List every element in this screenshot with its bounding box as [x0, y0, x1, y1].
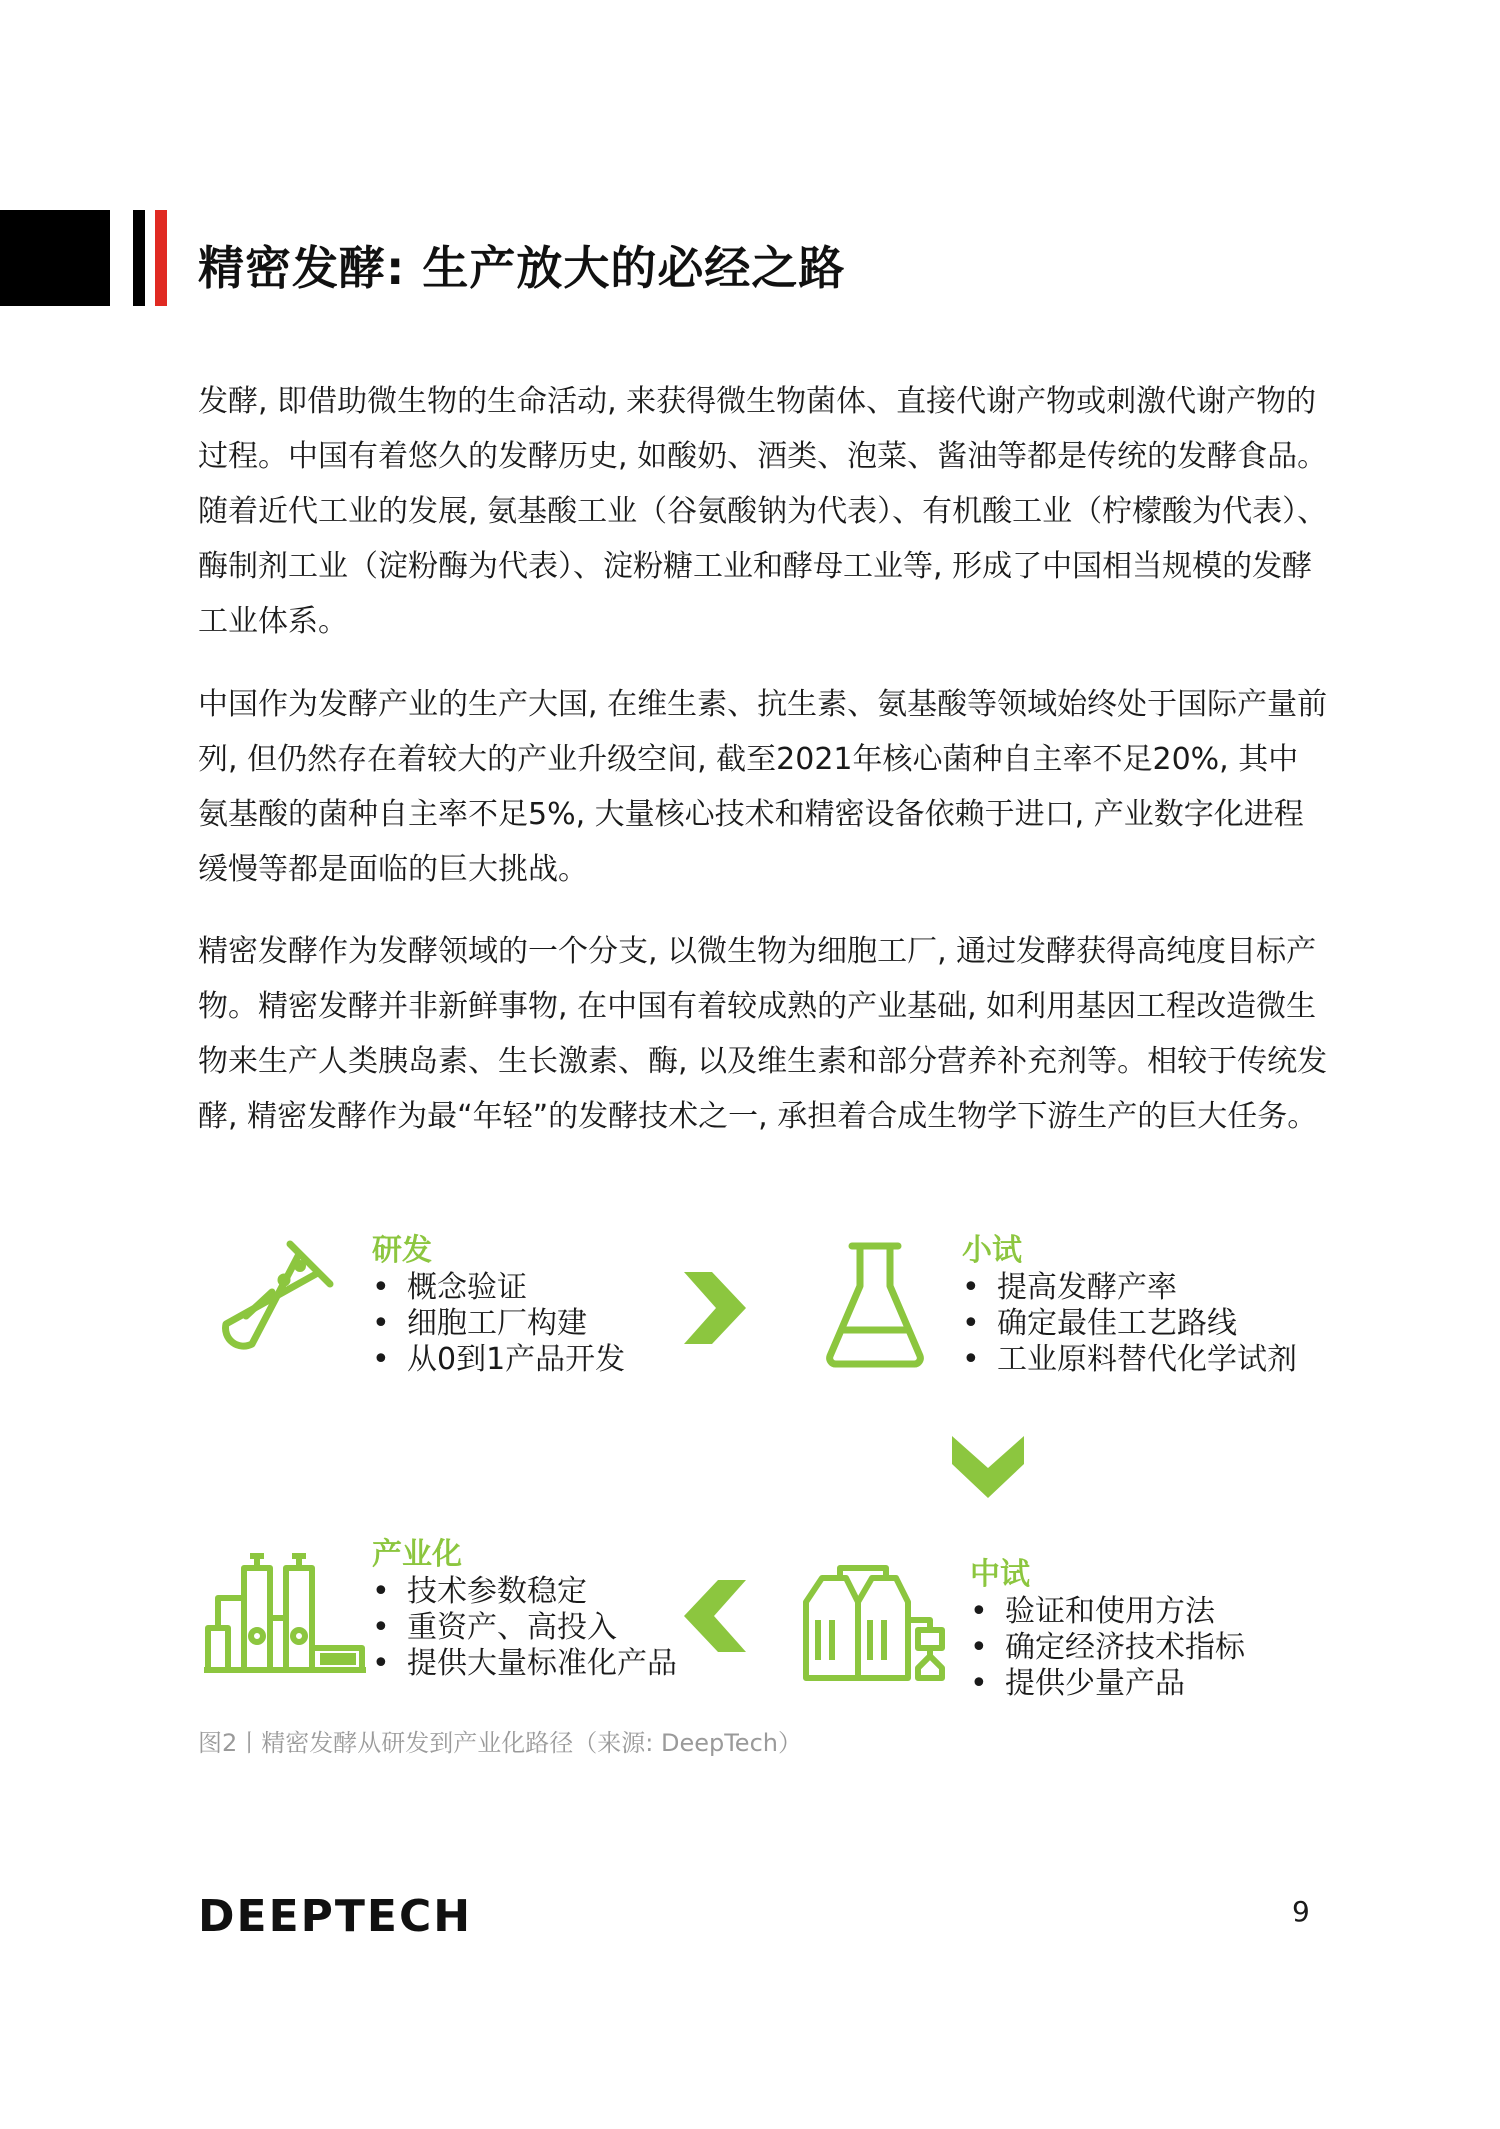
- arrow-down-icon: [948, 1432, 1028, 1502]
- page-title: 精密发酵: 生产放大的必经之路: [198, 241, 846, 295]
- list-item: • 细胞工厂构建: [372, 1306, 625, 1342]
- list-item: • 确定经济技术指标: [970, 1630, 1245, 1666]
- stage-rd-list: [372, 1270, 625, 1378]
- list-item: • 技术参数稳定: [372, 1574, 677, 1610]
- stage-mid: [970, 1556, 1245, 1702]
- list-item: • 提高发酵产率: [962, 1270, 1297, 1306]
- header-black-block: [0, 210, 110, 306]
- list-item: • 验证和使用方法: [970, 1594, 1245, 1630]
- list-item: • 概念验证: [372, 1270, 625, 1306]
- arrow-left-icon: [680, 1576, 750, 1656]
- list-item: • 提供少量产品: [970, 1666, 1245, 1702]
- stage-pilot: [962, 1232, 1297, 1378]
- header-red-stripe: [155, 210, 167, 306]
- stage-ind-title: 产业化: [372, 1537, 462, 1572]
- paragraph-fermentation-intro: 发酵, 即借助微生物的生命活动, 来获得微生物菌体、直接代谢产物或刺激代谢产物的过程。中国有着悠久的发酵历史, 如酸奶、酒类、泡菜、酱油等都是传统的发酵食品。随着近代工业的发展, 氨基酸工业（谷氨酸钠为代表）、有机酸工业（柠檬酸为代表）、酶制剂工业（淀粉酶为代表）、淀粉糖工业和酵母工业等, 形成了中国相当规模的发酵工业体系。: [198, 384, 1328, 639]
- list-item: • 重资产、高投入: [372, 1610, 677, 1646]
- flask-icon: [820, 1238, 930, 1373]
- list-item: • 从0到1产品开发: [372, 1342, 625, 1378]
- test-tube-icon: [212, 1232, 347, 1367]
- stage-rd: [372, 1232, 625, 1378]
- stage-industrialization: [372, 1536, 677, 1682]
- page-number: 9: [1292, 1895, 1310, 1928]
- header-black-stripe: [133, 210, 145, 306]
- stage-ind-list: [372, 1574, 677, 1682]
- paragraph-precision-fermentation: 精密发酵作为发酵领域的一个分支, 以微生物为细胞工厂, 通过发酵获得高纯度目标产物。精密发酵并非新鲜事物, 在中国有着较成熟的产业基础, 如利用基因工程改造微生物来生产人类胰岛素、生长激素、酶, 以及维生素和部分营养补充剂等。相较于传统发酵, 精密发酵作为最“年轻”的发酵技术之一, 承担着合成生物学下游生产的巨大任务。: [198, 934, 1328, 1134]
- figure-caption: 图2丨精密发酵从研发到产业化路径（来源: DeepTech）: [198, 1729, 802, 1757]
- stage-mid-title: 中试: [970, 1557, 1030, 1592]
- stage-pilot-title: 小试: [962, 1233, 1022, 1268]
- arrow-right-icon: [680, 1268, 750, 1348]
- list-item: • 提供大量标准化产品: [372, 1646, 677, 1682]
- stage-rd-title: 研发: [372, 1233, 432, 1268]
- factory-icon: [200, 1548, 370, 1678]
- list-item: • 确定最佳工艺路线: [962, 1306, 1297, 1342]
- paragraph-china-fermentation: 中国作为发酵产业的生产大国, 在维生素、抗生素、氨基酸等领域始终处于国际产量前列, 但仍然存在着较大的产业升级空间, 截至2021年核心菌种自主率不足20%, 其中氨基酸的菌种自主率不足5%, 大量核心技术和精密设备依赖于进口, 产业数字化进程缓慢等都是面临的巨大挑战。: [198, 687, 1328, 887]
- list-item: • 工业原料替代化学试剂: [962, 1342, 1297, 1378]
- stage-mid-list: [970, 1594, 1245, 1702]
- pilot-tanks-icon: [800, 1560, 950, 1685]
- stage-pilot-list: [962, 1270, 1297, 1378]
- deeptech-logo: DEEPTECH: [198, 1891, 473, 1942]
